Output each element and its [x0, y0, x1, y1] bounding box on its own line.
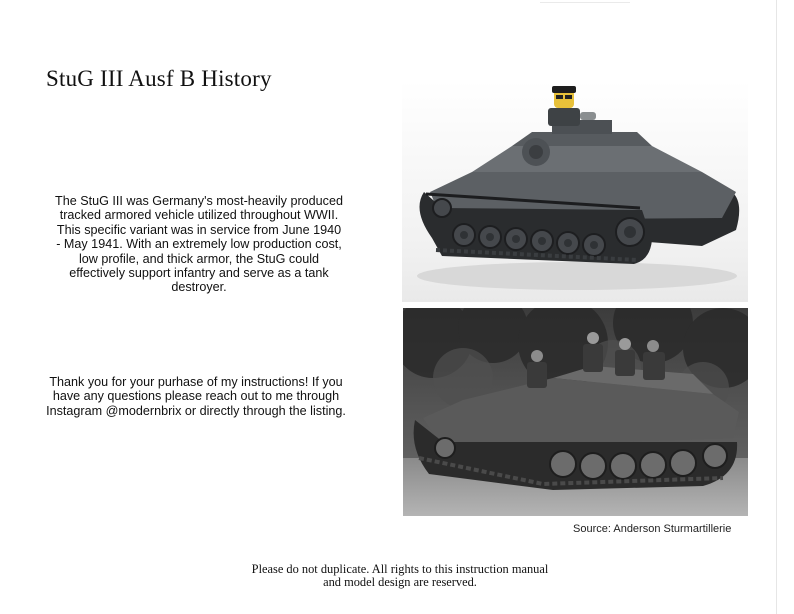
history-paragraph: The StuG III was Germany's most-heavily produced tracked armored vehicle utilized throughout WWII. This specific variant was in service from June 1940 - May 1941. With an extremely low production cost, low profile, and thick armor, the StuG could effectively support infantry and serve as a tank destroyer. — [55, 194, 343, 295]
model-render-image — [402, 80, 748, 302]
page-edge — [776, 0, 777, 614]
footer-line-2: and model design are reserved. — [323, 575, 477, 589]
footer-line-1: Please do not duplicate. All rights to this instruction manual — [251, 562, 549, 576]
photo-source-caption: Source: Anderson Sturmartillerie — [573, 523, 732, 535]
copyright-footer — [230, 563, 570, 589]
historic-photo — [403, 308, 748, 516]
thank-you-paragraph: Thank you for your purhase of my instructions! If you have any questions please reach out to me through Instagram @modernbrix or directly through the listing. — [46, 375, 346, 418]
top-rule — [540, 2, 630, 3]
page-title: StuG III Ausf B History — [46, 66, 272, 91]
